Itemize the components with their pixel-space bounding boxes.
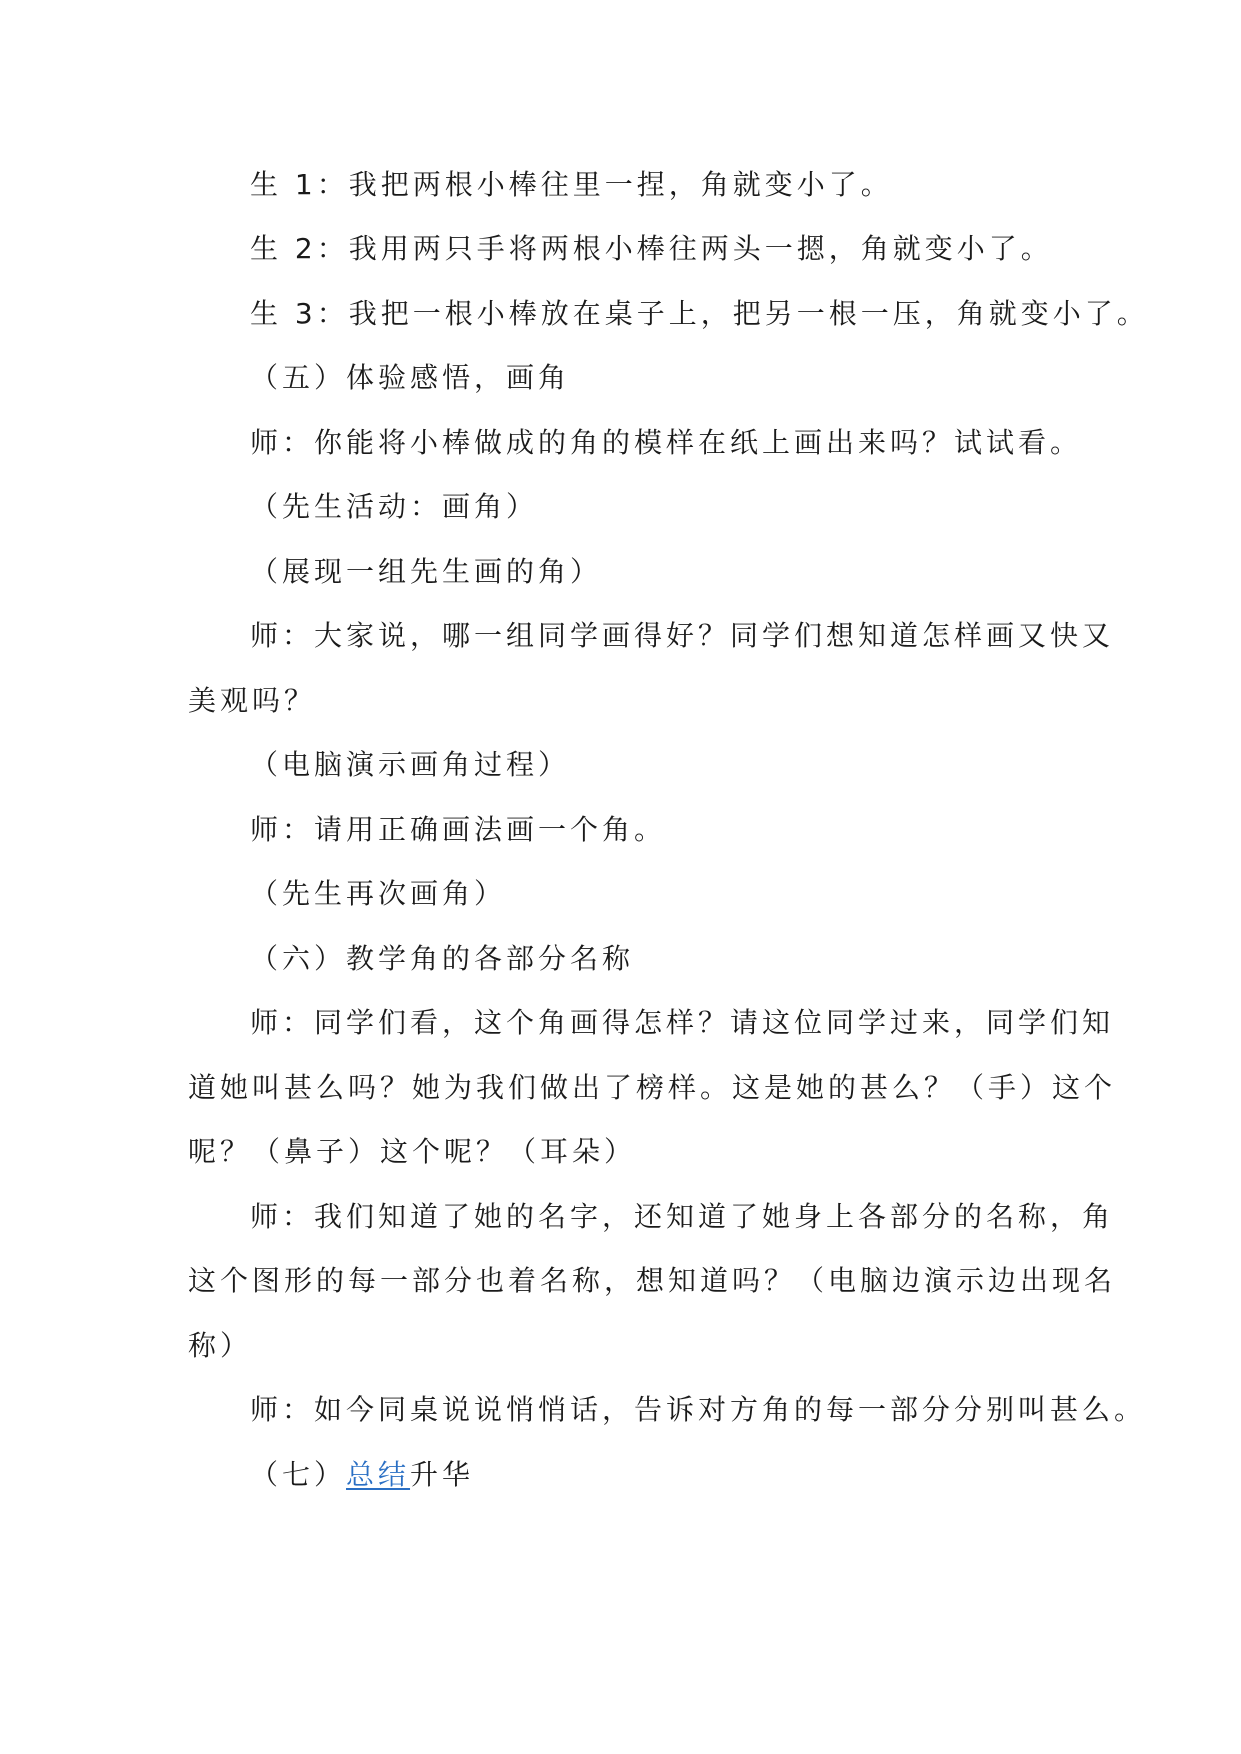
heading-suffix: 升华 <box>410 1458 475 1491</box>
paragraph-line: 生 2：我用两只手将两根小棒往两头一摁，角就变小了。 <box>250 232 1053 265</box>
paragraph-line: 呢？（鼻子）这个呢？（耳朵） <box>188 1135 637 1168</box>
paragraph-line: 师：你能将小棒做成的角的模样在纸上画出来吗？试试看。 <box>250 426 1083 459</box>
paragraph-line: （展现一组先生画的角） <box>250 555 603 588</box>
paragraph-line: 生 3：我把一根小棒放在桌子上，把另一根一压，角就变小了。 <box>250 297 1149 330</box>
paragraph-line: （电脑演示画角过程） <box>250 748 571 781</box>
paragraph-line: （先生活动：画角） <box>250 490 539 523</box>
paragraph-line: 这个图形的每一部分也着名称，想知道吗？（电脑边演示边出现名 <box>188 1264 1117 1297</box>
paragraph-line: 生 1：我把两根小棒往里一捏，角就变小了。 <box>250 168 893 201</box>
paragraph-line: 师：同学们看，这个角画得怎样？请这位同学过来，同学们知 <box>250 1006 1115 1039</box>
paragraph-line: 道她叫甚么吗？她为我们做出了榜样。这是她的甚么？（手）这个 <box>188 1071 1117 1104</box>
section-heading <box>250 1455 474 1495</box>
section-heading: （六）教学角的各部分名称 <box>250 942 635 975</box>
section-heading: （五）体验感悟，画角 <box>250 361 571 394</box>
paragraph-line: 美观吗？ <box>188 684 317 717</box>
paragraph-line: 师：如今同桌说说悄悄话，告诉对方角的每一部分分别叫甚么。 <box>250 1393 1147 1426</box>
paragraph-line: 称） <box>188 1329 253 1362</box>
heading-prefix: （七） <box>250 1458 347 1491</box>
paragraph-line: 师：请用正确画法画一个角。 <box>250 813 667 846</box>
summary-link[interactable]: 总结 <box>346 1458 411 1491</box>
paragraph-line: （先生再次画角） <box>250 877 507 910</box>
paragraph-line: 师：我们知道了她的名字，还知道了她身上各部分的名称，角 <box>250 1200 1115 1233</box>
paragraph-line: 师：大家说，哪一组同学画得好？同学们想知道怎样画又快又 <box>250 619 1115 652</box>
